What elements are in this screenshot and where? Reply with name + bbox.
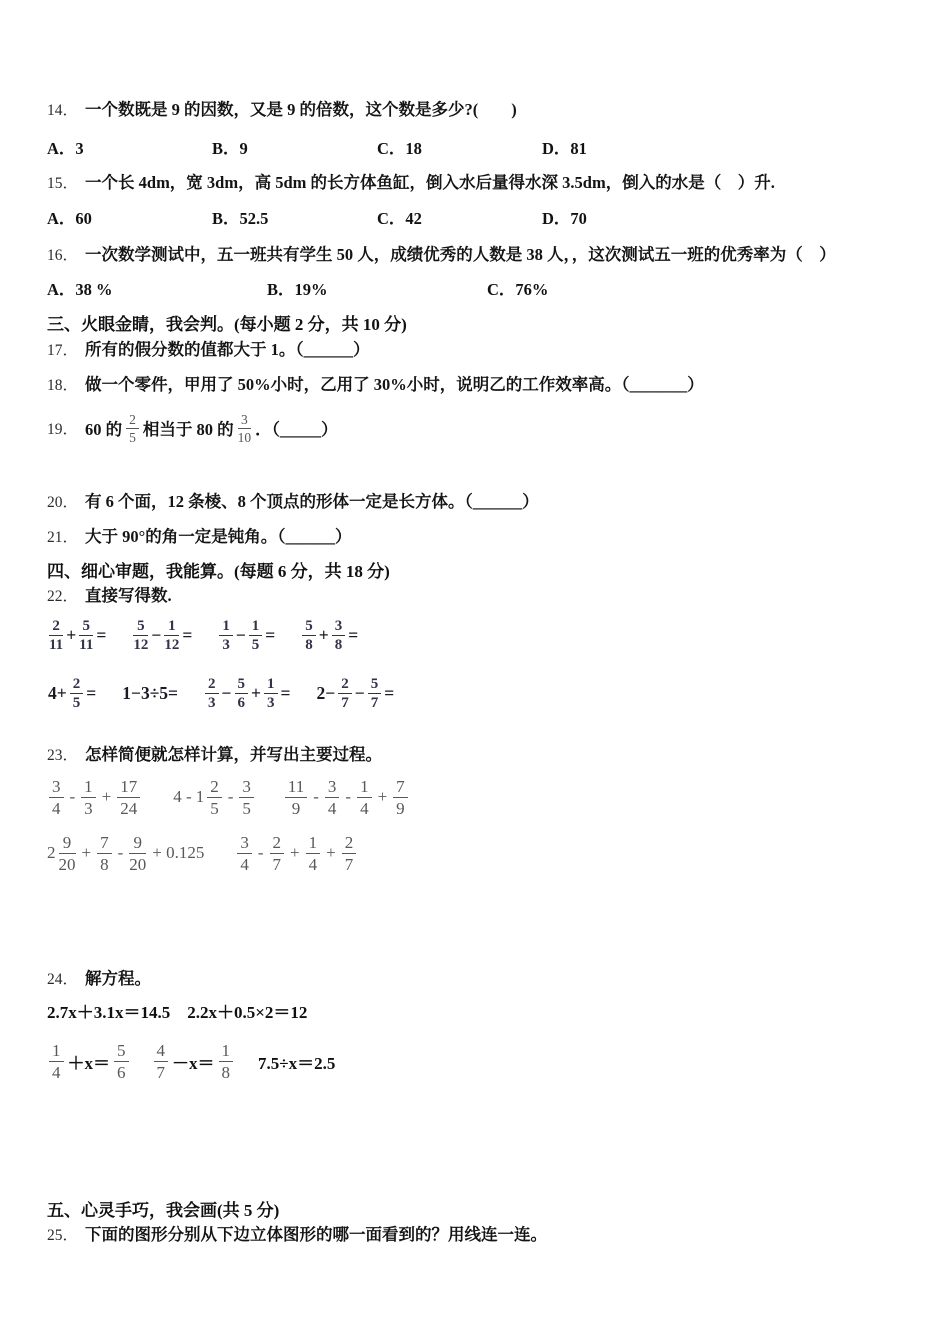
- fraction: $\frac{7}{9}$: [393, 777, 408, 818]
- question-20-text: 有 6 个面，12 条棱、8 个顶点的形体一定是长方体。（______）: [85, 492, 539, 511]
- fraction: $\frac{5}{6}$: [114, 1041, 129, 1082]
- question-15: [47, 173, 922, 194]
- fraction: $\frac{5}{6}$: [235, 676, 249, 711]
- fraction: $\frac{1}{5}$: [249, 618, 263, 653]
- question-24-title: [47, 969, 922, 990]
- fraction: $\frac{2}{5}$: [207, 777, 222, 818]
- question-24-equations: [47, 1002, 922, 1024]
- fraction: $\frac{2}{5}$: [70, 676, 84, 711]
- question-17-text: 所有的假分数的值都大于 1。（______）: [85, 340, 370, 359]
- section-3-heading: 三、火眼金睛，我会判。(每小题 2 分，共 10 分): [47, 315, 407, 334]
- fraction: $\frac{7}{8}$: [97, 833, 112, 874]
- fraction: $\frac{11}{9}$: [285, 777, 307, 818]
- fraction: $\frac{1}{4}$: [357, 777, 372, 818]
- question-25-text: 下面的图形分别从下边立体图形的哪一面看到的？用线连一连。: [85, 1225, 548, 1244]
- fraction: $\frac{1}{3}$: [81, 777, 96, 818]
- question-14-text: 一个数既是 9 的因数，又是 9 的倍数，这个数是多少?( ): [85, 100, 517, 119]
- question-16-text: 一次数学测试中，五一班共有学生 50 人，成绩优秀的人数是 38 人，，这次测试五一班的优秀率为（ ）: [85, 245, 836, 264]
- question-23-title: [47, 745, 922, 766]
- question-18-number: 18．: [47, 377, 79, 394]
- question-15-number: 15．: [47, 175, 79, 192]
- question-15-text: 一个长 4dm，宽 3dm，高 5dm 的长方体鱼缸，倒入水后量得水深 3.5dm，倒入的水是（ ）升.: [85, 173, 775, 192]
- question-15-options: [47, 209, 922, 229]
- question-25: [47, 1225, 922, 1246]
- question-22-row-1: $\frac{2}{11}$ + $\frac{5}{11}$ = $\frac{5}{12}$ − $\frac{1}{12}$ = $\frac{1}{3}$ − $\frac{1}{5}$ = $\frac{5}{8}$ + $\frac{3}{8}$ =: [49, 617, 359, 653]
- fraction: $\frac{17}{24}$: [117, 777, 140, 818]
- question-24-text: 解方程。: [85, 969, 152, 988]
- option-14-c: C．18: [377, 139, 422, 158]
- fraction: $\frac{1}{4}$: [49, 1041, 64, 1082]
- question-20: [47, 492, 922, 513]
- question-22-text: 直接写得数.: [85, 586, 172, 605]
- fraction: $\frac{3}{4}$: [49, 777, 64, 818]
- question-24-number: 24．: [47, 971, 79, 988]
- fraction: $\frac{1}{3}$: [219, 618, 233, 653]
- option-14-a: A．3: [47, 139, 84, 158]
- question-16: [47, 245, 922, 266]
- question-23-row-1: $\frac{3}{4}$ - $\frac{1}{3}$ + $\frac{17}{24}$ 4 - 1 $\frac{2}{5}$ - $\frac{3}{5}$ $\frac{11}{9}$ - $\frac{3}{4}$ - $\frac{1}{4}$ + $\frac{7}{9}$: [47, 774, 922, 820]
- question-14: [47, 100, 922, 121]
- question-19: [47, 405, 922, 451]
- option-16-b: B．19%: [267, 280, 328, 299]
- fraction: $\frac{3}{8}$: [332, 618, 346, 653]
- question-19-expression: 60 的 $\frac{2}{5}$ 相当于 80 的 $\frac{3}{10}$ ．（_____）: [85, 411, 338, 445]
- fraction: $\frac{3}{4}$: [237, 833, 252, 874]
- question-20-number: 20．: [47, 494, 79, 511]
- option-15-b: B．52.5: [212, 209, 269, 228]
- fraction: $\frac{1}{4}$: [306, 833, 321, 874]
- fraction: $\frac{3}{10}$: [237, 411, 252, 445]
- question-18: [47, 375, 922, 396]
- fraction: $\frac{1}{12}$: [164, 617, 180, 653]
- option-14-b: B．9: [212, 139, 248, 158]
- fraction: $\frac{2}{3}$: [205, 676, 219, 711]
- fraction: $\frac{5}{12}$: [133, 617, 149, 653]
- question-19-number: 19．: [47, 421, 79, 438]
- fraction: $\frac{1}{3}$: [264, 676, 278, 711]
- fraction: $\frac{4}{7}$: [154, 1041, 169, 1082]
- option-15-d: D．70: [542, 209, 587, 228]
- section-5-heading: 五、心灵手巧，我会画(共 5 分): [47, 1201, 280, 1220]
- question-17-number: 17．: [47, 342, 79, 359]
- option-15-a: A．60: [47, 209, 92, 228]
- question-23-number: 23．: [47, 747, 79, 764]
- question-22-title: [47, 586, 922, 607]
- question-18-text: 做一个零件，甲用了 50%小时，乙用了 30%小时，说明乙的工作效率高。（_______）: [85, 375, 704, 394]
- fraction: $\frac{2}{7}$: [270, 833, 285, 874]
- question-17: [47, 340, 922, 361]
- fraction: $\frac{2}{11}$: [49, 617, 64, 653]
- fraction: $\frac{2}{5}$: [126, 412, 139, 445]
- option-16-c: C．76%: [487, 280, 549, 299]
- question-14-options: [47, 139, 922, 159]
- question-16-number: 16．: [47, 247, 79, 264]
- option-16-a: A．38 %: [47, 280, 113, 299]
- question-21: [47, 527, 922, 548]
- question-21-text: 大于 90°的角一定是钝角。（______）: [85, 527, 352, 546]
- fraction: $\frac{1}{8}$: [219, 1041, 234, 1082]
- question-14-number: 14．: [47, 102, 79, 119]
- question-22-number: 22．: [47, 588, 79, 605]
- fraction: $\frac{5}{8}$: [302, 618, 316, 653]
- section-4-heading: 四、细心审题，我能算。(每题 6 分，共 18 分): [47, 562, 390, 581]
- option-14-d: D．81: [542, 139, 587, 158]
- question-24-fraction-equations: $\frac{1}{4}$ ＋x＝ $\frac{5}{6}$ $\frac{4}{7}$ －x＝ $\frac{1}{8}$ 7.5÷x＝2.5: [47, 1038, 922, 1084]
- fraction: $\frac{2}{7}$: [338, 676, 352, 711]
- question-21-number: 21．: [47, 529, 79, 546]
- equation-2: 2.2x＋0.5×2＝12: [187, 1003, 308, 1022]
- fraction: $\frac{3}{4}$: [325, 777, 340, 818]
- fraction: $\frac{9}{20}$: [58, 832, 76, 874]
- fraction: $\frac{5}{11}$: [79, 617, 94, 653]
- fraction: $\frac{9}{20}$: [129, 832, 147, 874]
- question-23-text: 怎样简便就怎样计算，并写出主要过程。: [85, 745, 383, 764]
- option-15-c: C．42: [377, 209, 422, 228]
- fraction: $\frac{5}{7}$: [368, 676, 382, 711]
- question-16-options: [47, 280, 922, 300]
- fraction: $\frac{2}{7}$: [342, 833, 357, 874]
- question-22-row-2: 4+ $\frac{2}{5}$ = 1−3÷5= $\frac{2}{3}$ − $\frac{5}{6}$ + $\frac{1}{3}$ = 2− $\frac{2}{7}$ − $\frac{5}{7}$ =: [48, 675, 395, 711]
- fraction: $\frac{3}{5}$: [239, 777, 254, 818]
- equation-1: 2.7x＋3.1x＝14.5: [47, 1003, 171, 1022]
- question-23-row-2: 2 $\frac{9}{20}$ + $\frac{7}{8}$ - $\frac{9}{20}$ + 0.125 $\frac{3}{4}$ - $\frac{2}{7}$ + $\frac{1}{4}$ + $\frac{2}{7}$: [47, 830, 922, 876]
- question-25-number: 25．: [47, 1227, 79, 1244]
